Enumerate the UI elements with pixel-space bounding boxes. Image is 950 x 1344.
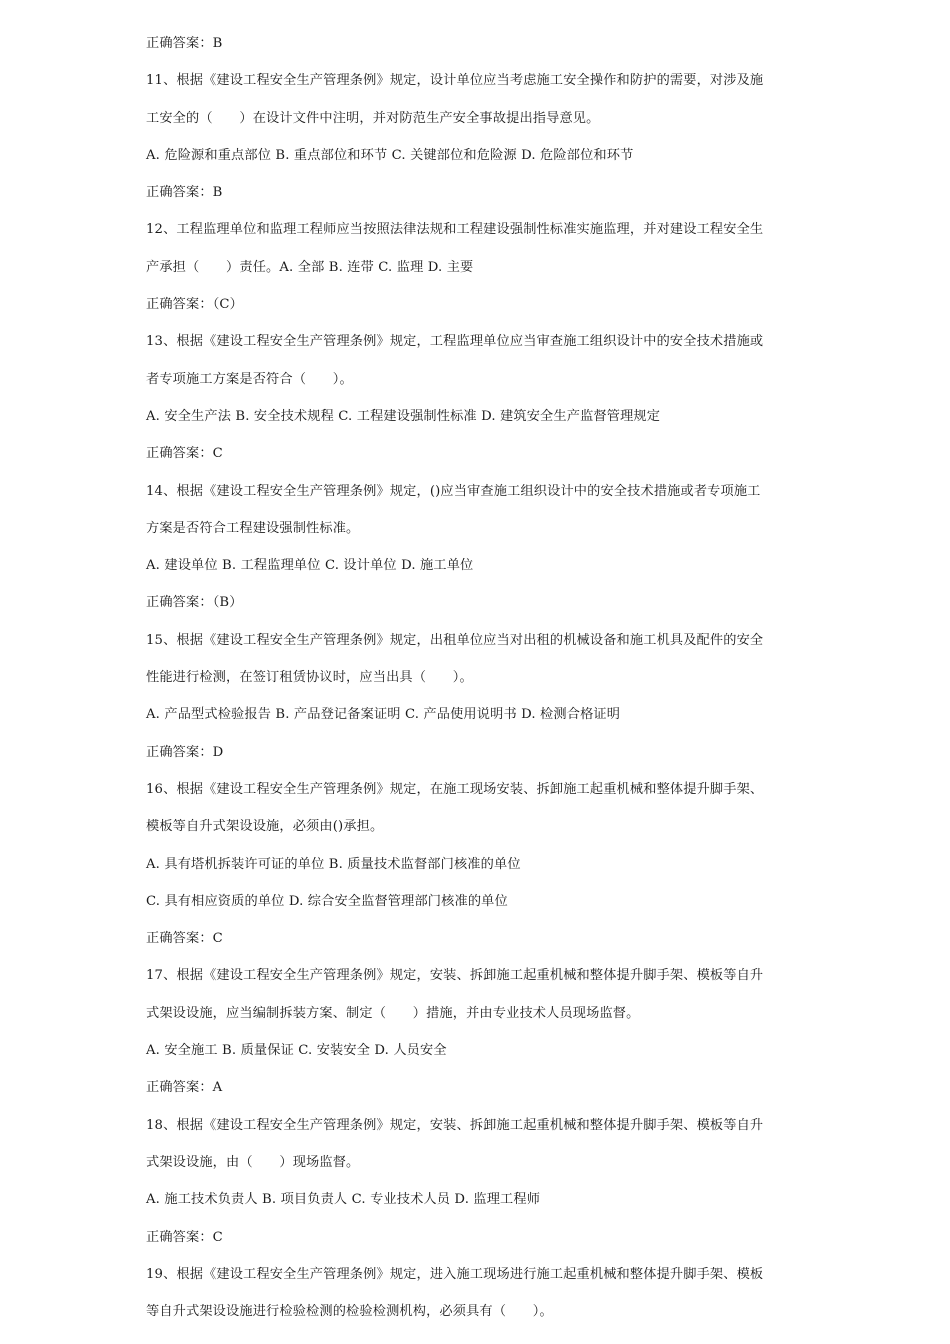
answer-line: 正确答案：A	[146, 1080, 223, 1096]
answer-line: 正确答案：（C）	[146, 297, 244, 313]
answer-line: 正确答案：C	[146, 446, 223, 462]
question-12-line-1: 12、工程监理单位和监理工程师应当按照法律法规和工程建设强制性标准实施监理，并对建设工程安全生	[146, 222, 764, 238]
question-12-line-2: 产承担（ ）责任。A. 全部 B. 连带 C. 监理 D. 主要	[146, 259, 474, 275]
question-15-options: A. 产品型式检验报告 B. 产品登记备案证明 C. 产品使用说明书 D. 检测合格证明	[146, 707, 621, 723]
question-16-line-1: 16、根据《建设工程安全生产管理条例》规定，在施工现场安装、拆卸施工起重机械和整体提升脚手架、	[146, 781, 764, 797]
question-15-line-1: 15、根据《建设工程安全生产管理条例》规定，出租单位应当对出租的机械设备和施工机具及配件的安全	[146, 632, 764, 648]
question-16-options-2: C. 具有相应资质的单位 D. 综合安全监督管理部门核准的单位	[146, 893, 508, 909]
question-11-options: A. 危险源和重点部位 B. 重点部位和环节 C. 关键部位和危险源 D. 危险部位和环节	[146, 147, 634, 163]
question-13-line-1: 13、根据《建设工程安全生产管理条例》规定，工程监理单位应当审查施工组织设计中的安全技术措施或	[146, 334, 764, 350]
answer-line: 正确答案：C	[146, 1229, 223, 1245]
question-13-options: A. 安全生产法 B. 安全技术规程 C. 工程建设强制性标准 D. 建筑安全生产监督管理规定	[146, 408, 661, 424]
question-18-line-1: 18、根据《建设工程安全生产管理条例》规定，安装、拆卸施工起重机械和整体提升脚手架、模板等自升	[146, 1117, 764, 1133]
answer-line: 正确答案：B	[146, 185, 223, 201]
answer-line: 正确答案：C	[146, 931, 223, 947]
question-11-line-1: 11、根据《建设工程安全生产管理条例》规定，设计单位应当考虑施工安全操作和防护的需要，对涉及施	[146, 73, 764, 89]
question-11-line-2: 工安全的（ ）在设计文件中注明，并对防范生产安全事故提出指导意见。	[146, 110, 600, 126]
question-17-line-2: 式架设设施，应当编制拆装方案、制定（ ）措施，并由专业技术人员现场监督。	[146, 1005, 640, 1021]
question-14-line-1: 14、根据《建设工程安全生产管理条例》规定，()应当审查施工组织设计中的安全技术措施或者专项施工	[146, 483, 761, 499]
document-page	[146, 0, 816, 1330]
question-14-line-2: 方案是否符合工程建设强制性标准。	[146, 520, 360, 536]
question-16-line-2: 模板等自升式架设设施，必须由()承担。	[146, 819, 384, 835]
question-19-line-2: 等自升式架设设施进行检验检测的检验检测机构，必须具有（ ）。	[146, 1304, 553, 1320]
question-17-options: A. 安全施工 B. 质量保证 C. 安装安全 D. 人员安全	[146, 1043, 447, 1059]
question-18-options: A. 施工技术负责人 B. 项目负责人 C. 专业技术人员 D. 监理工程师	[146, 1192, 541, 1208]
answer-line: 正确答案：D	[146, 744, 224, 760]
question-19-line-1: 19、根据《建设工程安全生产管理条例》规定，进入施工现场进行施工起重机械和整体提升脚手架、模板	[146, 1266, 764, 1282]
question-15-line-2: 性能进行检测，在签订租赁协议时，应当出具（ ）。	[146, 670, 473, 686]
question-14-options: A. 建设单位 B. 工程监理单位 C. 设计单位 D. 施工单位	[146, 558, 474, 574]
question-17-line-1: 17、根据《建设工程安全生产管理条例》规定，安装、拆卸施工起重机械和整体提升脚手架、模板等自升	[146, 968, 764, 984]
answer-line: 正确答案：（B）	[146, 595, 243, 611]
question-18-line-2: 式架设设施，由（ ）现场监督。	[146, 1154, 360, 1170]
question-16-options-1: A. 具有塔机拆装许可证的单位 B. 质量技术监督部门核准的单位	[146, 856, 521, 872]
question-13-line-2: 者专项施工方案是否符合（ ）。	[146, 371, 353, 387]
answer-line: 正确答案：B	[146, 36, 223, 51]
